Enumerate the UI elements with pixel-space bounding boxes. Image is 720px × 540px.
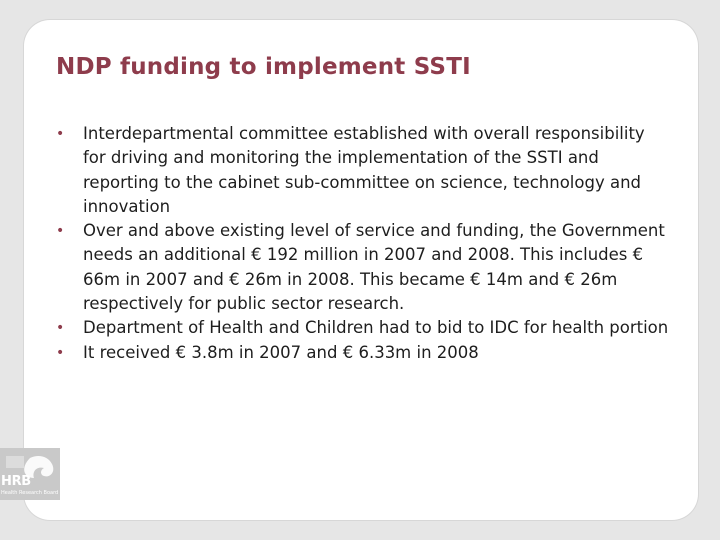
hrb-logo — [0, 448, 60, 500]
slide-panel — [24, 20, 698, 520]
bullet-text: Interdepartmental committee established with overall responsibility for driving and monitoring the implementation of the SSTI and reporting to the cabinet sub-committee on science, technology and innovation — [83, 124, 645, 216]
bullet-item — [52, 122, 672, 219]
bullet-item — [52, 219, 672, 316]
bullet-item — [52, 341, 672, 365]
bullet-marker: • — [56, 320, 65, 337]
logo-name: Health Research Board — [1, 490, 59, 496]
slide-title: NDP funding to implement SSTI — [56, 54, 471, 80]
bullet-marker: • — [56, 223, 65, 240]
bullet-item — [52, 316, 672, 340]
logo-abbrev: HRB — [1, 474, 31, 489]
bullet-text: It received € 3.8m in 2007 and € 6.33m in 2008 — [83, 342, 479, 362]
bullet-marker: • — [56, 344, 65, 361]
bullet-text: Over and above existing level of service and funding, the Government needs an additional € 192 million in 2007 and 2008. This includes € 66m in 2007 and € 26m in 2008. This became € 14m and € 26m respectively for public sector research. — [83, 221, 665, 314]
bullet-list — [52, 122, 672, 365]
bullet-text: Department of Health and Children had to bid to IDC for health portion — [83, 318, 669, 338]
bullet-marker: • — [56, 126, 65, 142]
